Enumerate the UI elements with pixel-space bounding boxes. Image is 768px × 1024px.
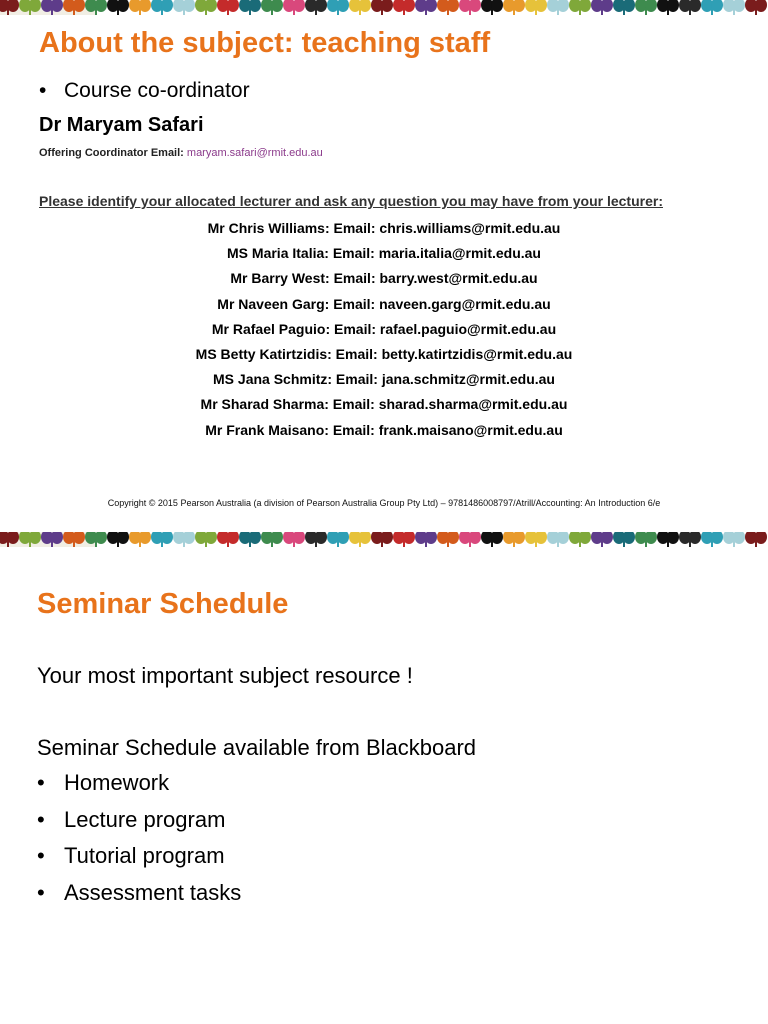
list-item-text: Lecture program: [64, 806, 226, 832]
list-item: [37, 843, 241, 880]
lecturer-item: MS Maria Italia: Email: maria.italia@rmit.edu.au: [227, 245, 541, 262]
bullet-icon: •: [39, 79, 47, 102]
list-item: [37, 807, 241, 844]
lecturer-list: [0, 218, 768, 445]
bullet-icon: •: [37, 806, 45, 832]
lecturer-item: Mr Naveen Garg: Email: naveen.garg@rmit.edu.au: [217, 295, 551, 312]
copyright-notice: Copyright © 2015 Pearson Australia (a division of Pearson Australia Group Pty Ltd) – 9781486008797/Atrill/Accounting: An Introduction 6/e: [107, 498, 661, 508]
lecturer-item: MS Betty Katirtzidis: Email: betty.katirtzidis@rmit.edu.au: [195, 345, 573, 362]
lecturer-item: Mr Frank Maisano: Email: frank.maisano@rmit.edu.au: [205, 421, 563, 438]
subject-resource-text: Your most important subject resource !: [37, 663, 413, 688]
coordinator-email-line: [39, 147, 323, 159]
flower-pattern-icon: [0, 532, 768, 547]
availability-text: Seminar Schedule available from Blackboard: [37, 735, 477, 760]
schedule-list: [37, 770, 241, 916]
lecturer-item: MS Jana Schmitz: Email: jana.schmitz@rmit.edu.au: [213, 371, 555, 388]
email-link[interactable]: maryam.safari@rmit.edu.au: [186, 147, 323, 159]
instruction-text: Please identify your allocated lecturer and ask any question you may have from your lecturer:: [39, 193, 663, 209]
bullet-text: Course co-ordinator: [64, 79, 250, 102]
lecturer-item: Mr Barry West: Email: barry.west@rmit.edu.au: [230, 270, 538, 287]
coordinator-name: Dr Maryam Safari: [39, 114, 204, 136]
slide-seminar-schedule: [0, 532, 768, 1024]
flower-pattern-icon: [0, 0, 768, 15]
list-item-text: Assessment tasks: [64, 879, 242, 905]
bullet-icon: •: [37, 879, 45, 905]
list-item: [39, 79, 250, 103]
bullet-icon: •: [37, 843, 45, 869]
lecturer-item: Mr Rafael Paguio: Email: rafael.paguio@rmit.edu.au: [211, 320, 557, 337]
list-item: [37, 770, 241, 807]
page-title: Seminar Schedule: [37, 588, 289, 620]
list-item-text: Homework: [64, 770, 170, 795]
bullet-icon: •: [37, 770, 45, 795]
page-title: About the subject: teaching staff: [39, 27, 491, 59]
list-item-text: Tutorial program: [64, 843, 225, 869]
email-label: Offering Coordinator Email:: [39, 147, 184, 159]
lecturer-item: Mr Chris Williams: Email: chris.williams@rmit.edu.au: [207, 220, 561, 236]
lecturer-item: Mr Sharad Sharma: Email: sharad.sharma@rmit.edu.au: [200, 396, 568, 413]
list-item: [37, 880, 241, 917]
decorative-banner-top: [0, 532, 768, 547]
decorative-banner-top: [0, 0, 768, 15]
